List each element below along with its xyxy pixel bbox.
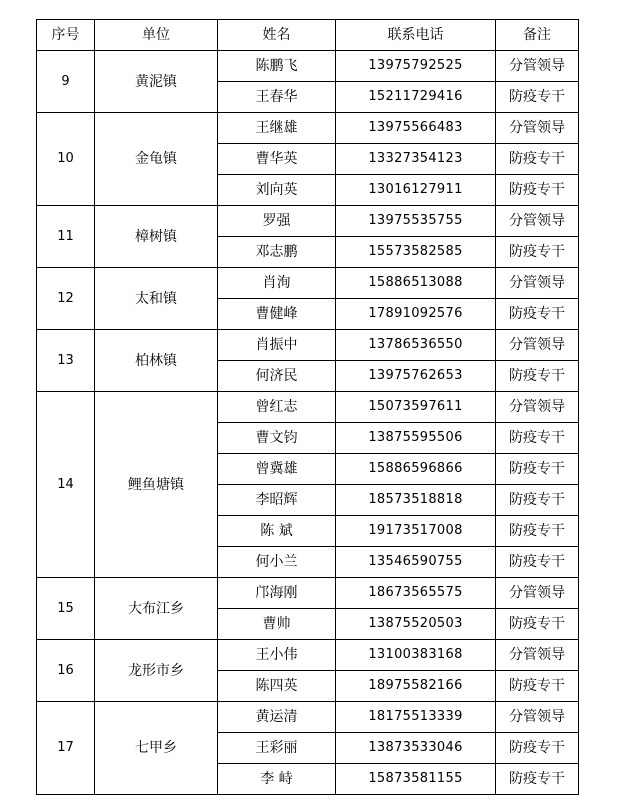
cell-phone: 13975762653 [336, 361, 496, 392]
cell-note: 防疫专干 [496, 175, 579, 206]
cell-index: 10 [37, 113, 95, 206]
cell-name: 李昭辉 [218, 485, 336, 516]
cell-name: 何济民 [218, 361, 336, 392]
table-body [37, 51, 579, 795]
cell-name: 肖洵 [218, 268, 336, 299]
cell-phone: 13873533046 [336, 733, 496, 764]
cell-index: 16 [37, 640, 95, 702]
cell-index: 14 [37, 392, 95, 578]
header-row [37, 20, 579, 51]
cell-name: 曹健峰 [218, 299, 336, 330]
cell-note: 防疫专干 [496, 764, 579, 795]
cell-phone: 13975566483 [336, 113, 496, 144]
cell-name: 曾冀雄 [218, 454, 336, 485]
cell-name: 肖振中 [218, 330, 336, 361]
cell-note: 分管领导 [496, 702, 579, 733]
cell-name: 曹帅 [218, 609, 336, 640]
cell-index: 15 [37, 578, 95, 640]
cell-phone: 13975535755 [336, 206, 496, 237]
cell-unit: 金龟镇 [95, 113, 218, 206]
cell-phone: 19173517008 [336, 516, 496, 547]
cell-name: 罗强 [218, 206, 336, 237]
table-header [37, 20, 579, 51]
cell-name: 邝海刚 [218, 578, 336, 609]
cell-name: 陈 斌 [218, 516, 336, 547]
cell-note: 分管领导 [496, 392, 579, 423]
cell-note: 防疫专干 [496, 485, 579, 516]
cell-name: 李 峙 [218, 764, 336, 795]
cell-unit: 樟树镇 [95, 206, 218, 268]
cell-name: 王彩丽 [218, 733, 336, 764]
cell-note: 防疫专干 [496, 144, 579, 175]
cell-note: 防疫专干 [496, 423, 579, 454]
cell-note: 分管领导 [496, 268, 579, 299]
header-phone: 联系电话 [336, 20, 496, 51]
cell-phone: 15073597611 [336, 392, 496, 423]
cell-index: 12 [37, 268, 95, 330]
cell-phone: 13786536550 [336, 330, 496, 361]
cell-phone: 15873581155 [336, 764, 496, 795]
cell-note: 防疫专干 [496, 361, 579, 392]
cell-index: 9 [37, 51, 95, 113]
cell-phone: 15573582585 [336, 237, 496, 268]
cell-note: 分管领导 [496, 51, 579, 82]
cell-unit: 柏林镇 [95, 330, 218, 392]
cell-name: 邓志鹏 [218, 237, 336, 268]
table-row [37, 330, 579, 361]
cell-phone: 13875520503 [336, 609, 496, 640]
cell-name: 王继雄 [218, 113, 336, 144]
cell-note: 防疫专干 [496, 547, 579, 578]
table-row [37, 392, 579, 423]
cell-phone: 17891092576 [336, 299, 496, 330]
cell-name: 王小伟 [218, 640, 336, 671]
cell-unit: 鲤鱼塘镇 [95, 392, 218, 578]
cell-phone: 18975582166 [336, 671, 496, 702]
cell-phone: 18175513339 [336, 702, 496, 733]
header-index: 序号 [37, 20, 95, 51]
cell-phone: 13100383168 [336, 640, 496, 671]
header-name: 姓名 [218, 20, 336, 51]
contact-table [36, 19, 579, 795]
cell-name: 王春华 [218, 82, 336, 113]
cell-note: 分管领导 [496, 330, 579, 361]
table-row [37, 640, 579, 671]
cell-phone: 15886513088 [336, 268, 496, 299]
table-row [37, 113, 579, 144]
cell-name: 曹华英 [218, 144, 336, 175]
cell-note: 防疫专干 [496, 299, 579, 330]
cell-name: 何小兰 [218, 547, 336, 578]
table-row [37, 578, 579, 609]
cell-name: 陈四英 [218, 671, 336, 702]
cell-name: 刘向英 [218, 175, 336, 206]
table-row [37, 51, 579, 82]
cell-name: 黄运清 [218, 702, 336, 733]
cell-name: 曹文钧 [218, 423, 336, 454]
cell-name: 曾红志 [218, 392, 336, 423]
table-row [37, 268, 579, 299]
cell-index: 17 [37, 702, 95, 795]
cell-note: 分管领导 [496, 113, 579, 144]
cell-index: 13 [37, 330, 95, 392]
cell-note: 防疫专干 [496, 609, 579, 640]
cell-index: 11 [37, 206, 95, 268]
cell-phone: 18573518818 [336, 485, 496, 516]
cell-note: 防疫专干 [496, 82, 579, 113]
cell-phone: 13975792525 [336, 51, 496, 82]
cell-phone: 13016127911 [336, 175, 496, 206]
cell-name: 陈鹏飞 [218, 51, 336, 82]
cell-unit: 七甲乡 [95, 702, 218, 795]
cell-unit: 大布江乡 [95, 578, 218, 640]
cell-note: 分管领导 [496, 640, 579, 671]
cell-phone: 15211729416 [336, 82, 496, 113]
cell-unit: 太和镇 [95, 268, 218, 330]
cell-unit: 龙形市乡 [95, 640, 218, 702]
cell-note: 防疫专干 [496, 671, 579, 702]
cell-phone: 18673565575 [336, 578, 496, 609]
cell-note: 防疫专干 [496, 516, 579, 547]
cell-phone: 13546590755 [336, 547, 496, 578]
table-row [37, 702, 579, 733]
cell-note: 分管领导 [496, 578, 579, 609]
header-note: 备注 [496, 20, 579, 51]
cell-unit: 黄泥镇 [95, 51, 218, 113]
cell-phone: 15886596866 [336, 454, 496, 485]
table-row [37, 206, 579, 237]
cell-note: 防疫专干 [496, 733, 579, 764]
header-unit: 单位 [95, 20, 218, 51]
cell-note: 防疫专干 [496, 237, 579, 268]
cell-note: 防疫专干 [496, 454, 579, 485]
cell-phone: 13327354123 [336, 144, 496, 175]
cell-note: 分管领导 [496, 206, 579, 237]
cell-phone: 13875595506 [336, 423, 496, 454]
